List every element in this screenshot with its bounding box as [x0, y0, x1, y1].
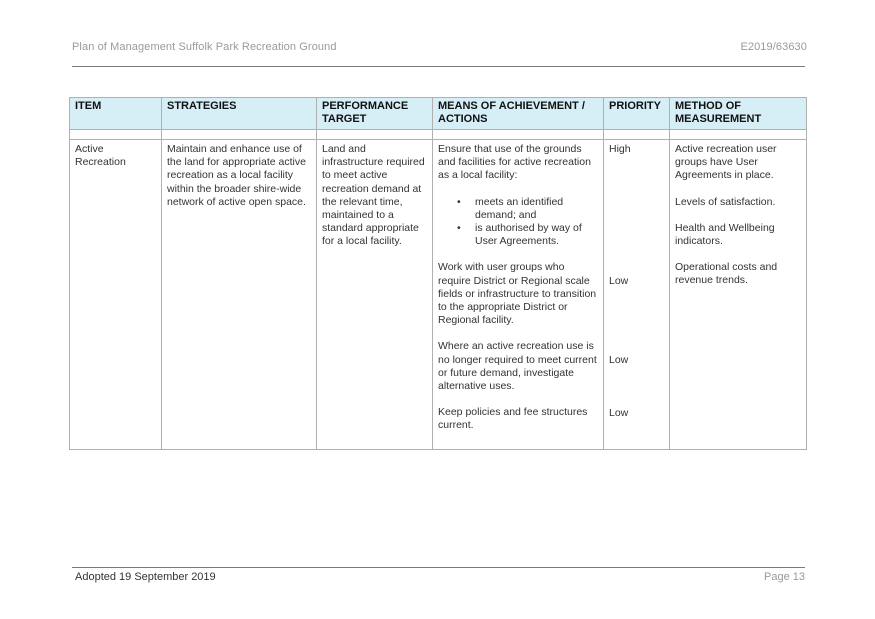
measurement-4: Operational costs and revenue trends.: [675, 261, 778, 287]
priority-action-4: Low: [609, 407, 629, 419]
priority-action-1: High: [609, 143, 631, 155]
table-header-row: [70, 98, 807, 130]
action-4: Keep policies and fee structures current.: [438, 406, 588, 432]
column-header-method-of-measurement: METHOD OF MEASUREMENT: [670, 98, 807, 130]
table-row: [70, 140, 807, 450]
document-title: Plan of Management Suffolk Park Recreation Ground: [72, 41, 337, 53]
column-header-priority: PRIORITY: [604, 98, 670, 130]
bullet-text: is authorised by way of User Agreements.: [475, 222, 582, 248]
column-header-means-of-achievement: MEANS OF ACHIEVEMENT / ACTIONS: [433, 98, 604, 130]
page-number: Page 13: [764, 571, 805, 583]
item-cell: [70, 140, 162, 450]
means-cell: [433, 140, 604, 450]
priority-cell: [604, 140, 670, 450]
strategies-cell: [162, 140, 317, 450]
performance-target-cell: [317, 140, 433, 450]
page-header: [72, 38, 805, 67]
page-footer: [72, 567, 805, 588]
adoption-date: Adopted 19 September 2019: [75, 571, 216, 583]
column-header-strategies: STRATEGIES: [162, 98, 317, 130]
action-1-intro: Ensure that use of the grounds and facilities for active recreation as a local facility:: [438, 143, 591, 182]
measurement-2: Levels of satisfaction.: [675, 195, 776, 208]
document-reference: E2019/63630: [740, 41, 807, 53]
action-1-bullet-list: [438, 196, 599, 249]
action-3: Where an active recreation use is no longer required to meet current or future demand, investigate alternative uses.: [438, 340, 597, 393]
column-header-item: ITEM: [70, 98, 162, 130]
management-table: [69, 97, 807, 450]
list-item: [457, 222, 599, 248]
performance-target-text: Land and infrastructure required to meet active recreation demand at the relevant time, maintained to a standard appropriate for a local facility.: [322, 143, 425, 248]
bullet-icon: •: [457, 222, 461, 235]
list-item: [457, 195, 599, 222]
measurement-3: Health and Wellbeing indicators.: [675, 221, 775, 248]
action-2: Work with user groups who require District or Regional scale fields or infrastructure to transition to the appropriate District or Regional facility.: [438, 261, 597, 327]
spacer-row: [70, 130, 807, 140]
bullet-text: meets an identified demand; and: [475, 195, 564, 221]
item-text: Active Recreation: [75, 143, 126, 169]
column-header-performance-target: PERFORMANCE TARGET: [317, 98, 433, 130]
strategies-text: Maintain and enhance use of the land for appropriate active recreation as a local facility within the broader shire-wide network of active open space.: [167, 143, 306, 208]
measurement-1: Active recreation user groups have User Agreements in place.: [675, 143, 777, 182]
priority-action-3: Low: [609, 354, 629, 366]
priority-action-2: Low: [609, 275, 629, 287]
bullet-icon: •: [457, 195, 461, 208]
measurement-cell: [670, 140, 807, 450]
